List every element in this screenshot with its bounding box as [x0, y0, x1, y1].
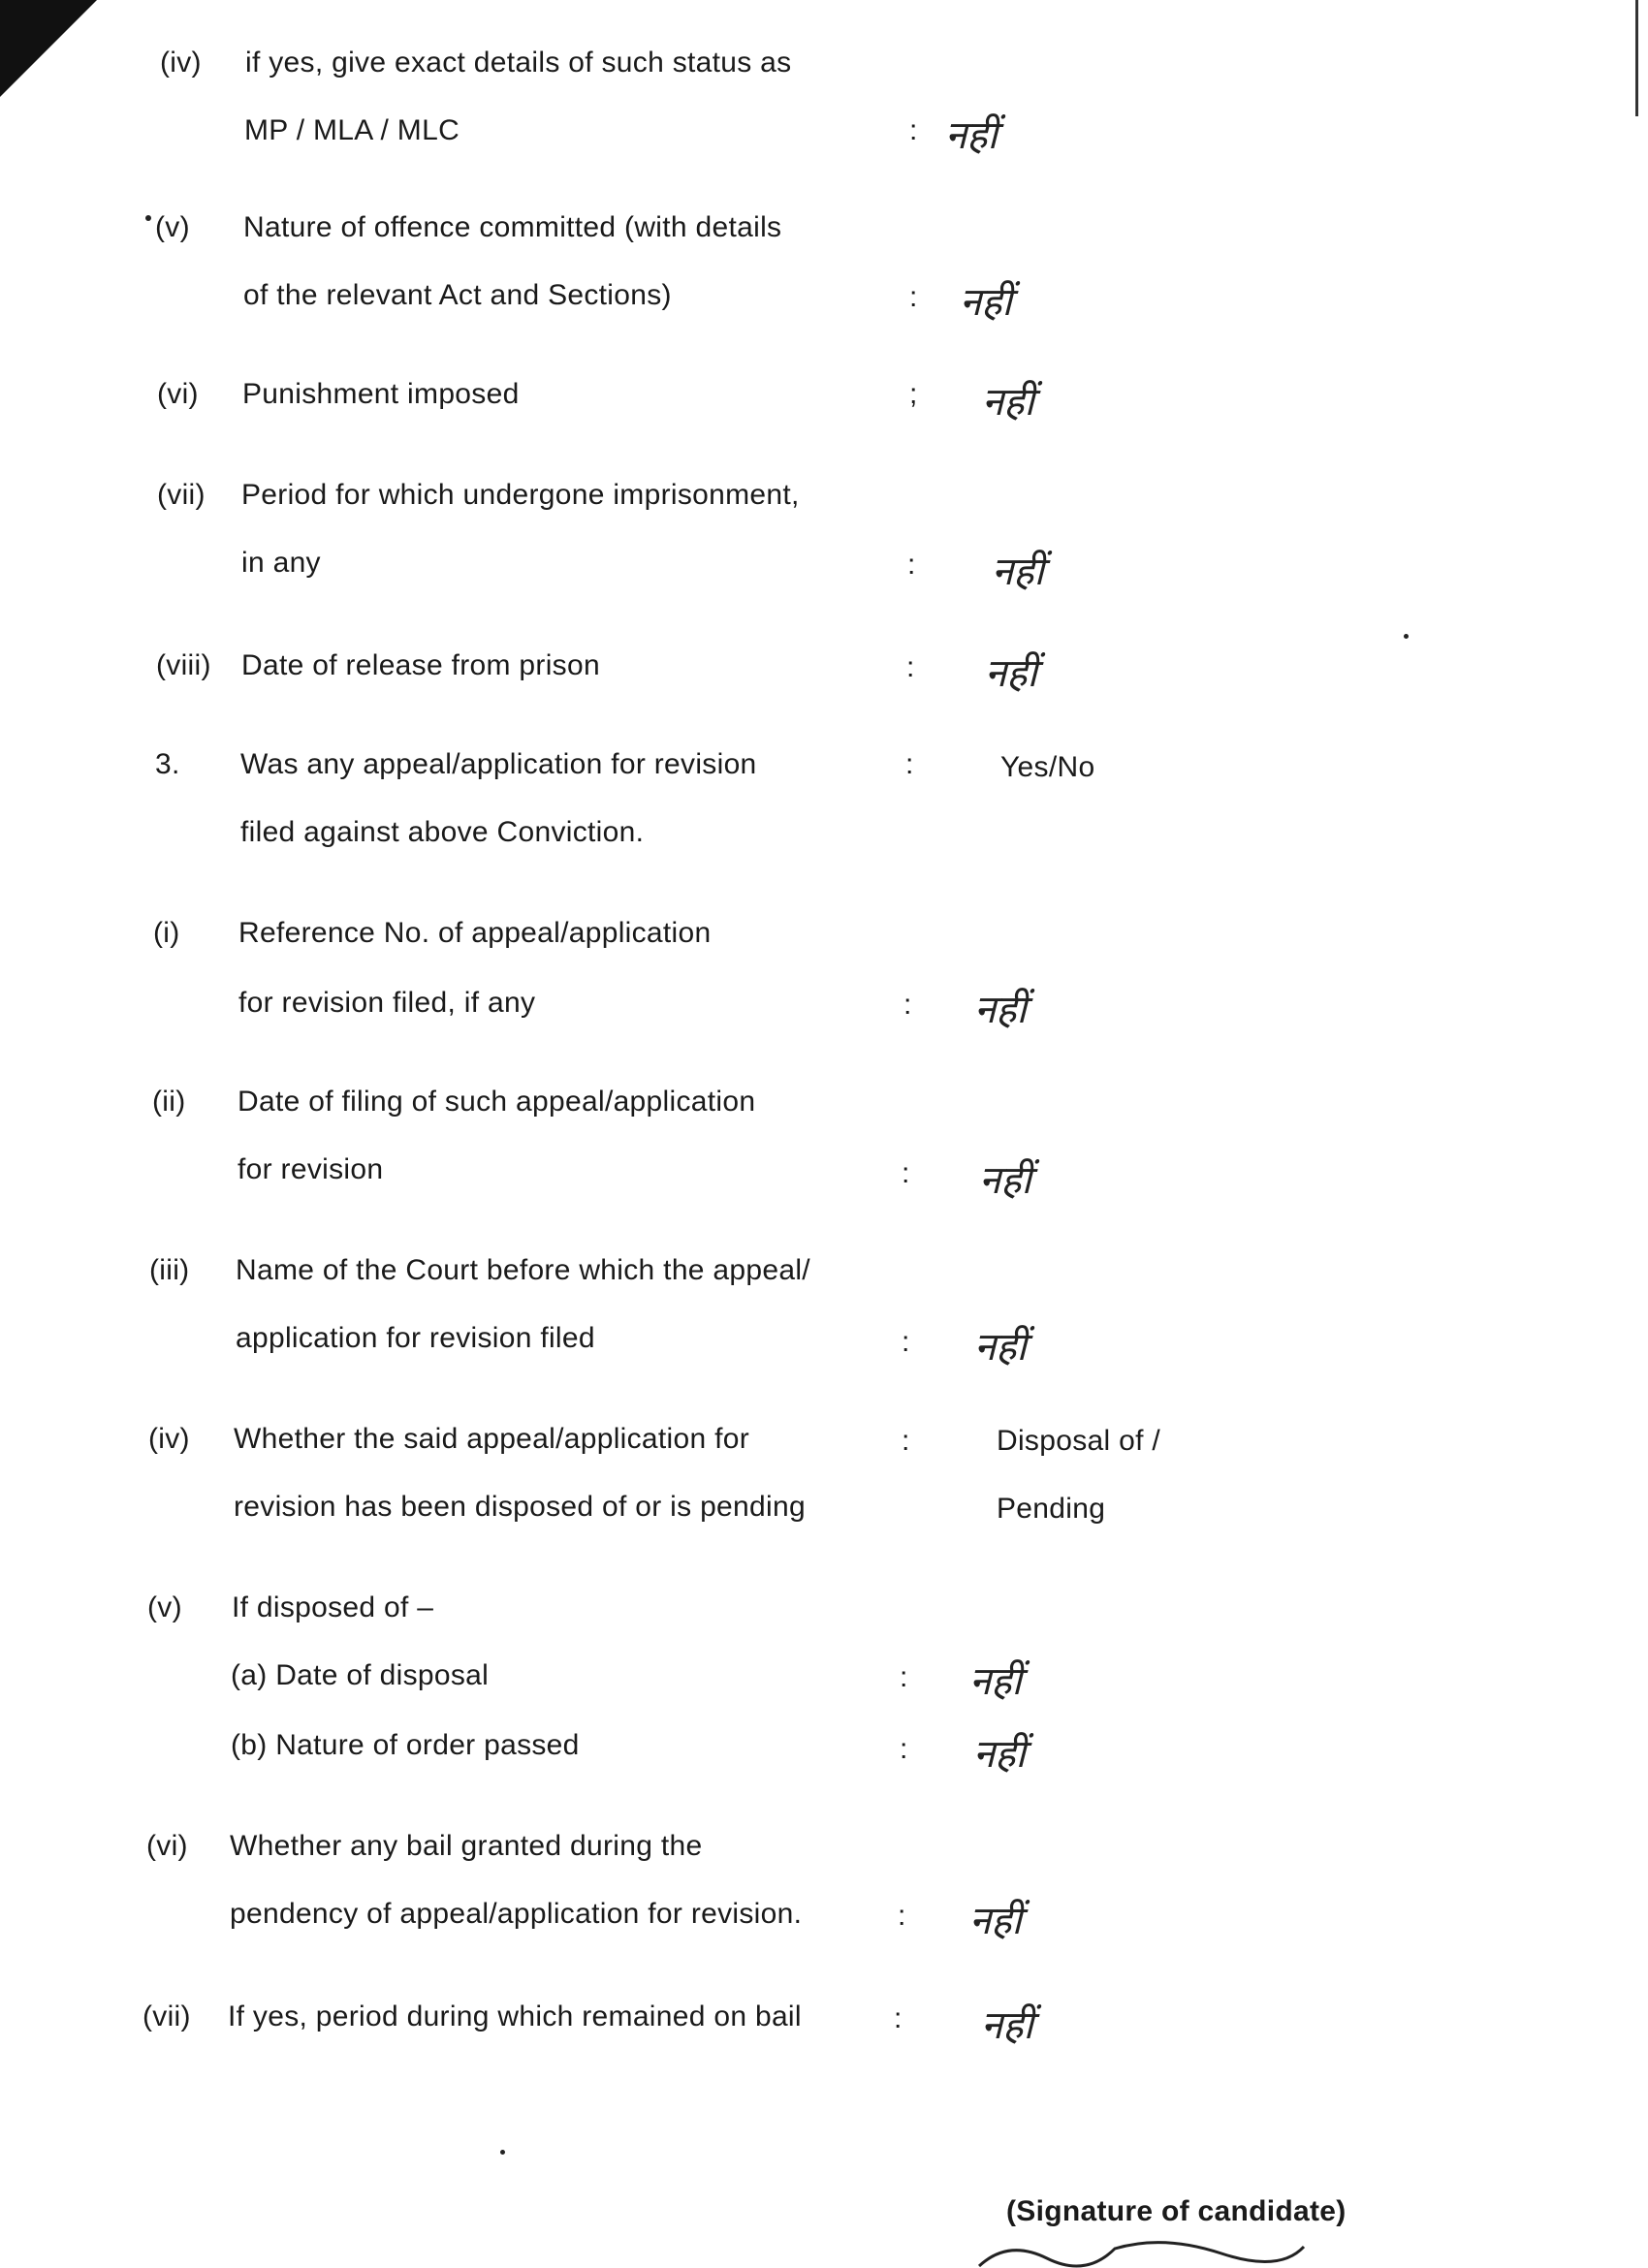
item-number: 3. — [155, 748, 180, 780]
item-text: for revision — [238, 1153, 384, 1185]
item-number: (vi) — [157, 378, 199, 410]
page-corner-mark — [0, 0, 97, 97]
yes-no-answer: Yes/No — [1000, 751, 1095, 783]
item-text: Whether any bail granted during the — [230, 1830, 703, 1862]
handwritten-answer: नहीं — [982, 380, 1034, 425]
item-number: (vii) — [143, 2000, 191, 2032]
item-number: (ii) — [152, 1086, 186, 1118]
item-text: Name of the Court before which the appeal/ — [236, 1254, 810, 1286]
colon: : — [898, 1900, 906, 1932]
signature-label: (Signature of candidate) — [1006, 2195, 1347, 2227]
colon: : — [902, 1326, 910, 1358]
colon: : — [894, 2002, 903, 2034]
item-number: (i) — [153, 917, 180, 949]
item-text: application for revision filed — [236, 1322, 595, 1354]
item-text: filed against above Conviction. — [240, 816, 645, 848]
colon: : — [902, 1157, 910, 1189]
colon: : — [909, 114, 918, 146]
colon: : — [905, 748, 914, 780]
item-text: Whether the said appeal/application for — [234, 1423, 750, 1455]
handwritten-answer: नहीं — [974, 988, 1027, 1032]
item-text: in any — [241, 547, 321, 579]
scan-edge-line — [1635, 0, 1638, 116]
item-text: If yes, period during which remained on bail — [228, 2000, 802, 2032]
handwritten-answer: नहीं — [979, 1158, 1031, 1203]
item-text: MP / MLA / MLC — [244, 114, 460, 146]
item-number: (iv) — [160, 47, 202, 79]
handwritten-answer: नहीं — [960, 280, 1012, 325]
item-text: if yes, give exact details of such status as — [245, 47, 792, 79]
item-text: pendency of appeal/application for revision. — [230, 1898, 803, 1930]
handwritten-answer: नहीं — [985, 651, 1037, 696]
item-text: Reference No. of appeal/application — [238, 917, 712, 949]
colon: ; — [909, 378, 918, 410]
item-number: (v) — [147, 1591, 182, 1623]
item-number: (iv) — [148, 1423, 190, 1455]
item-text: Was any appeal/application for revision — [240, 748, 757, 780]
colon: : — [906, 651, 915, 683]
colon: : — [900, 1733, 908, 1765]
item-text: revision has been disposed of or is pending — [234, 1491, 806, 1523]
colon: : — [900, 1661, 908, 1693]
item-text: Punishment imposed — [242, 378, 520, 410]
handwritten-answer: नहीं — [974, 1325, 1027, 1370]
colon: : — [902, 1425, 910, 1457]
scan-speck — [1404, 634, 1409, 639]
item-number: (vii) — [157, 479, 206, 511]
scan-speck — [500, 2150, 505, 2155]
item-number: (viii) — [156, 649, 211, 681]
item-text: of the relevant Act and Sections) — [243, 279, 672, 311]
item-text: Date of filing of such appeal/application — [238, 1086, 756, 1118]
item-number: (iii) — [149, 1254, 190, 1286]
item-text: for revision filed, if any — [238, 987, 536, 1019]
handwritten-answer: नहीं — [992, 550, 1044, 594]
item-text: If disposed of – — [232, 1591, 434, 1623]
item-text: Period for which undergone imprisonment, — [241, 479, 800, 511]
item-number: (v) — [155, 211, 190, 243]
colon: : — [907, 549, 916, 581]
colon: : — [909, 281, 918, 313]
handwritten-answer: नहीं — [969, 1899, 1022, 1943]
bullet-dot — [145, 215, 151, 221]
sub-item-text: (a) Date of disposal — [231, 1659, 490, 1691]
handwritten-answer: नहीं — [969, 1659, 1022, 1704]
status-answer: Pending — [997, 1493, 1106, 1525]
handwritten-answer: नहीं — [945, 113, 998, 158]
colon: : — [903, 989, 912, 1021]
item-text: Nature of offence committed (with details — [243, 211, 782, 243]
signature-scribble — [969, 2229, 1318, 2268]
handwritten-answer: नहीं — [981, 2003, 1033, 2048]
item-number: (vi) — [146, 1830, 188, 1862]
status-answer: Disposal of / — [997, 1425, 1160, 1457]
handwritten-answer: नहीं — [973, 1732, 1026, 1777]
item-text: Date of release from prison — [241, 649, 600, 681]
sub-item-text: (b) Nature of order passed — [231, 1729, 580, 1761]
